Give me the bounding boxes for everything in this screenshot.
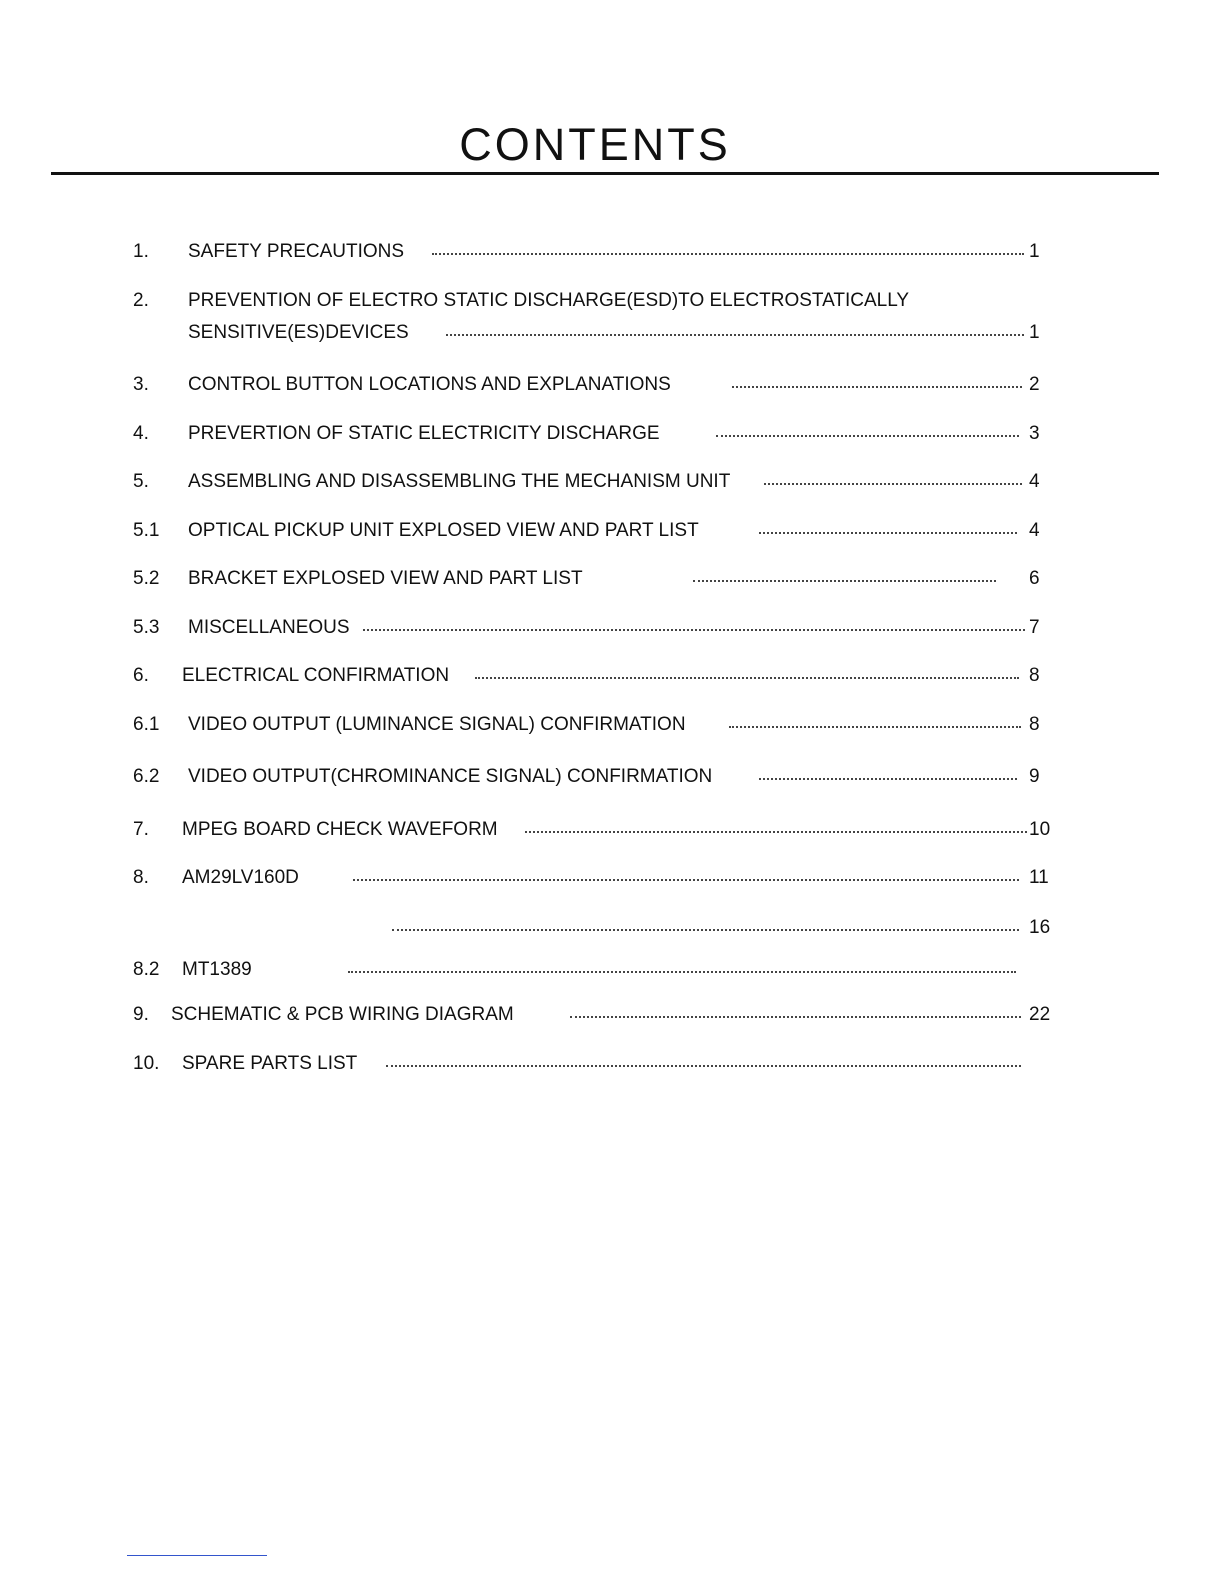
toc-dot-leader — [353, 879, 1019, 881]
toc-entry-page: 1 — [1029, 322, 1040, 343]
toc-entry-9[interactable] — [133, 1003, 1053, 1027]
toc-dot-leader — [475, 677, 1019, 679]
toc-entry-title: SAFETY PRECAUTIONS — [188, 241, 405, 262]
toc-entry-5-2[interactable] — [133, 567, 1053, 591]
toc-entry-number: 5.3 — [133, 617, 160, 638]
toc-entry-page: 3 — [1029, 423, 1040, 444]
toc-entry-number: 4. — [133, 423, 149, 444]
toc-entry-title: BRACKET EXPLOSED VIEW AND PART LIST — [188, 568, 583, 589]
toc-entry-title: VIDEO OUTPUT (LUMINANCE SIGNAL) CONFIRMATION — [188, 714, 686, 735]
toc-entry-page: 8 — [1029, 665, 1040, 686]
toc-entry-number: 5.1 — [133, 520, 160, 541]
title-rule — [51, 172, 1159, 175]
toc-entry-title: ELECTRICAL CONFIRMATION — [182, 665, 450, 686]
toc-entry-page: 4 — [1029, 471, 1040, 492]
toc-entry-number: 6.2 — [133, 766, 160, 787]
toc-entry-5-3[interactable] — [133, 616, 1053, 640]
toc-entry-number: 5.2 — [133, 568, 160, 589]
toc-entry-page: 10 — [1029, 819, 1051, 840]
toc-dot-leader — [348, 971, 1016, 973]
toc-entry-number: 9. — [133, 1004, 149, 1025]
toc-dot-leader — [386, 1065, 1021, 1067]
toc-entry-title: PREVENTION OF ELECTRO STATIC DISCHARGE(ESD)TO ELECTROSTATICALLY — [188, 290, 910, 311]
toc-entry-page: 2 — [1029, 374, 1040, 395]
toc-entry-number: 7. — [133, 819, 149, 840]
toc-entry-10[interactable] — [133, 1052, 1053, 1076]
toc-entry-page: 11 — [1029, 867, 1049, 888]
toc-entry-title: PREVERTION OF STATIC ELECTRICITY DISCHARGE — [188, 423, 660, 444]
toc-entry-page: 7 — [1029, 617, 1040, 638]
toc-entry-title: AM29LV160D — [182, 867, 299, 888]
toc-entry-number: 8.2 — [133, 959, 160, 980]
toc-entry-page: 8 — [1029, 714, 1040, 735]
toc-entry-title: SPARE PARTS LIST — [182, 1053, 358, 1074]
footer-link-underline — [127, 1555, 267, 1556]
toc-entry-number: 10. — [133, 1053, 160, 1074]
toc-entry-number: 6. — [133, 665, 149, 686]
toc-entry-number: 8. — [133, 867, 149, 888]
toc-entry-number: 3. — [133, 374, 149, 395]
toc-entry-page: 1 — [1029, 241, 1040, 262]
toc-entry-number: 1. — [133, 241, 149, 262]
toc-dot-leader — [693, 580, 996, 582]
toc-entry-number: 5. — [133, 471, 149, 492]
toc-dot-leader — [716, 435, 1019, 437]
toc-dot-leader — [392, 929, 1019, 931]
toc-entry-title: VIDEO OUTPUT(CHROMINANCE SIGNAL) CONFIRMATION — [188, 766, 713, 787]
toc-entry-page: 22 — [1029, 1004, 1051, 1025]
toc-entry-1[interactable] — [133, 240, 1053, 264]
toc-dot-leader — [729, 726, 1021, 728]
toc-entry-6-1[interactable] — [133, 713, 1053, 737]
toc-entry-page: 9 — [1029, 766, 1040, 787]
toc-entry-page: 6 — [1029, 568, 1040, 589]
toc-dot-leader — [764, 483, 1022, 485]
toc-dot-leader — [432, 253, 1024, 255]
toc-entry-6-2[interactable] — [133, 765, 1053, 789]
toc-entry-number: 6.1 — [133, 714, 160, 735]
toc-entry-title: MT1389 — [182, 959, 252, 980]
toc-dot-leader — [759, 778, 1017, 780]
toc-entry-page: 16 — [1029, 917, 1051, 938]
toc-entry-2-continued[interactable] — [133, 321, 1053, 345]
toc-entry-8[interactable] — [133, 866, 1053, 890]
toc-entry-7[interactable] — [133, 818, 1053, 842]
toc-entry-title: CONTROL BUTTON LOCATIONS AND EXPLANATIONS — [188, 374, 671, 395]
toc-dot-leader — [732, 386, 1022, 388]
toc-dot-leader — [525, 831, 1027, 833]
toc-entry-title: OPTICAL PICKUP UNIT EXPLOSED VIEW AND PART LIST — [188, 520, 699, 541]
toc-dot-leader — [759, 532, 1017, 534]
toc-entry-title: ASSEMBLING AND DISASSEMBLING THE MECHANISM UNIT — [188, 471, 731, 492]
toc-entry-title: SENSITIVE(ES)DEVICES — [188, 322, 409, 343]
toc-dot-leader — [446, 334, 1024, 336]
toc-entry-5-1[interactable] — [133, 519, 1053, 543]
toc-entry-3[interactable] — [133, 373, 1053, 397]
toc-entry-title: MPEG BOARD CHECK WAVEFORM — [182, 819, 498, 840]
toc-entry-4[interactable] — [133, 422, 1053, 446]
page-title: CONTENTS — [459, 119, 731, 170]
toc-dot-leader — [363, 629, 1025, 631]
toc-entry-title: SCHEMATIC & PCB WIRING DIAGRAM — [171, 1004, 514, 1025]
toc-dot-leader — [570, 1016, 1021, 1018]
toc-entry-page: 4 — [1029, 520, 1040, 541]
toc-entry-6[interactable] — [133, 664, 1053, 688]
toc-entry-8-2[interactable] — [133, 958, 1053, 982]
toc-entry-title: MISCELLANEOUS — [188, 617, 350, 638]
toc-entry-8-1[interactable] — [133, 916, 1053, 940]
toc-entry-2[interactable] — [133, 289, 1053, 313]
toc-entry-5[interactable] — [133, 470, 1053, 494]
toc-entry-number: 2. — [133, 290, 149, 311]
